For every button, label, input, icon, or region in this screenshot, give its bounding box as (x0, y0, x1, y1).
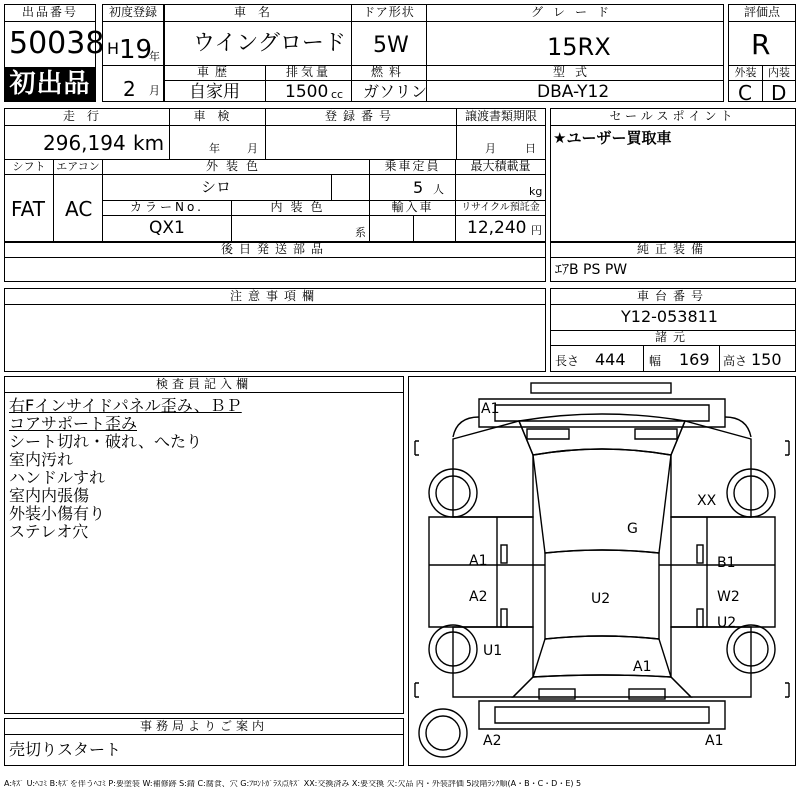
door-label: ドア形状 (352, 5, 426, 22)
mark-front-left: A1 (481, 401, 500, 417)
ac: AC (65, 197, 93, 221)
mark-left-rear-door: A2 (469, 589, 488, 605)
length-label: 長さ (555, 354, 580, 368)
first-listing-badge: 初出品 (4, 67, 96, 102)
inspector-note: ステレオ穴 (9, 522, 89, 541)
car-name: ウイングロード (193, 31, 346, 56)
fuel-label: 燃料 (352, 66, 426, 81)
reg-year: 19 (119, 35, 153, 65)
shift: FAT (11, 197, 46, 221)
lot-number-box (4, 4, 105, 102)
chassis-number: Y12-053811 (621, 307, 718, 326)
chassis-label: 車台番号 (551, 289, 795, 305)
caution-label: 注意事項欄 (5, 289, 545, 305)
height-label: 高さ (723, 354, 748, 368)
max-load-unit: kg (529, 185, 543, 198)
recycle-unit: 円 (531, 224, 542, 237)
later-parts-label: 後日発送部品 (5, 243, 545, 258)
inspector-note: 室内内張傷 (9, 486, 90, 505)
inspector-note: 外装小傷有り (9, 504, 106, 523)
inspection-label: 車検 (170, 109, 265, 126)
mark-right-front-door: B1 (717, 555, 736, 571)
import-label: 輸入車 (370, 201, 455, 216)
office-notice: 売切りスタート (9, 740, 122, 759)
inspection-month-unit: 月 (247, 142, 258, 155)
capacity-unit: 人 (433, 183, 444, 196)
inspector-note: コアサポート歪み (9, 414, 138, 433)
score-box (728, 4, 796, 105)
selling-point-box (550, 108, 796, 242)
width-label: 幅 (649, 354, 662, 368)
car-name-label: 車名 (165, 5, 351, 22)
height: 150 (751, 350, 782, 369)
color-no-label: カラーNo. (103, 201, 231, 216)
exterior-label: 外装 (729, 66, 762, 81)
displacement-unit: cc (331, 88, 344, 101)
ext-color-label: 外装色 (103, 160, 369, 175)
interior-score: D (771, 81, 787, 105)
grade-label: グレード (427, 5, 723, 22)
reg-number-label: 登録番号 (266, 109, 456, 126)
displacement: 1500 (285, 82, 329, 102)
recycle-label: リサイクル預託金 (456, 201, 545, 216)
equipment-box (550, 242, 796, 282)
displacement-label: 排気量 (266, 66, 351, 81)
office-notice-box (4, 718, 404, 766)
int-color-label: 内装色 (232, 201, 369, 216)
selling-point-label: セールスポイント (551, 109, 795, 126)
inspector-notes-box (4, 376, 404, 714)
lot-number-label: 出品番号 (5, 5, 95, 22)
lot-number: 50038 (9, 26, 105, 61)
mark-right-rear-door-1: W2 (717, 589, 740, 605)
car-outline-diagram (409, 377, 795, 765)
first-registration-label: 初度登録 (103, 5, 163, 22)
mark-right-rear-door-2: U2 (717, 615, 737, 631)
mileage-label: 走行 (5, 109, 169, 126)
ext-color: シロ (201, 178, 232, 196)
mileage: 296,194 (43, 131, 126, 155)
inspector-notes-label: 検査員記入欄 (5, 377, 403, 393)
dims-label: 諸元 (551, 331, 795, 346)
length: 444 (595, 350, 626, 369)
score: R (751, 28, 771, 61)
reg-month: 2 (123, 77, 136, 101)
transfer-month-unit: 月 (485, 142, 496, 155)
later-parts-box (4, 242, 546, 282)
inspector-note: シート切れ・破れ、へたり (9, 432, 202, 451)
inspector-note: 右Fインサイドパネル歪み、ＢＰ (9, 396, 242, 415)
door-type: 5W (373, 33, 409, 58)
shift-label: シフト (5, 160, 53, 175)
reg-era: H (107, 39, 120, 58)
interior-label: 内装 (763, 66, 795, 81)
score-label: 評価点 (729, 5, 795, 22)
inspector-note: 室内汚れ (9, 450, 74, 469)
mark-right-front-fender: XX (697, 493, 717, 509)
vehicle-info-grid (164, 4, 724, 102)
chassis-box (550, 288, 796, 372)
first-registration-box (102, 4, 164, 102)
transfer-day-unit: 日 (525, 142, 536, 155)
damage-legend: A:ｷｽﾞ U:ﾍｺﾐ B:ｷｽﾞを伴うﾍｺﾐ P:要塗装 W:補修跡 S:錆 C:腐食、穴 G:ﾌﾛﾝﾄｶﾞﾗｽ点ｷｽﾞ XX:交換済み X:要交換 欠:欠品 内・外装評価 5段階ﾗﾝｸ順(A・B・C・D・E) 5 (4, 780, 582, 788)
damage-diagram-box (408, 376, 796, 766)
inspector-note: ハンドルすれ (9, 468, 106, 487)
history: 自家用 (189, 82, 240, 102)
details-grid (4, 108, 546, 242)
grade: 15RX (547, 33, 611, 61)
transfer-label: 譲渡書類期限 (457, 109, 545, 126)
mark-rear-left: A2 (483, 733, 502, 749)
mark-rear-right: A1 (705, 733, 724, 749)
mark-left-rear-fender: U1 (483, 643, 503, 659)
inspection-year-unit: 年 (209, 142, 220, 155)
exterior-score: C (738, 81, 752, 105)
capacity-label: 乗車定員 (370, 160, 455, 175)
max-load-label: 最大積載量 (456, 160, 545, 175)
equipment-label: 純正装備 (551, 243, 795, 258)
mark-tailgate: A1 (633, 659, 652, 675)
mark-left-front-door: A1 (469, 553, 488, 569)
caution-box (4, 288, 546, 372)
history-label: 車歴 (165, 66, 265, 81)
width: 169 (679, 350, 710, 369)
mileage-unit: km (133, 131, 165, 155)
mark-windshield: G (627, 521, 638, 537)
model-label: 型式 (427, 66, 723, 81)
mark-roof: U2 (591, 591, 611, 607)
int-color-unit: 系 (355, 226, 366, 239)
capacity: 5 (413, 178, 424, 197)
model: DBA-Y12 (537, 82, 610, 102)
fuel: ガソリン (363, 82, 428, 101)
color-no: QX1 (149, 218, 185, 238)
recycle: 12,240 (467, 218, 527, 238)
office-notice-label: 事務局よりご案内 (5, 719, 403, 735)
selling-point: ★ユーザー買取車 (553, 129, 672, 147)
equipment: ｴｱB PS PW (555, 262, 628, 278)
ac-label: エアコン (54, 160, 102, 175)
reg-year-unit: 年 (149, 50, 160, 63)
reg-month-unit: 月 (149, 84, 160, 97)
